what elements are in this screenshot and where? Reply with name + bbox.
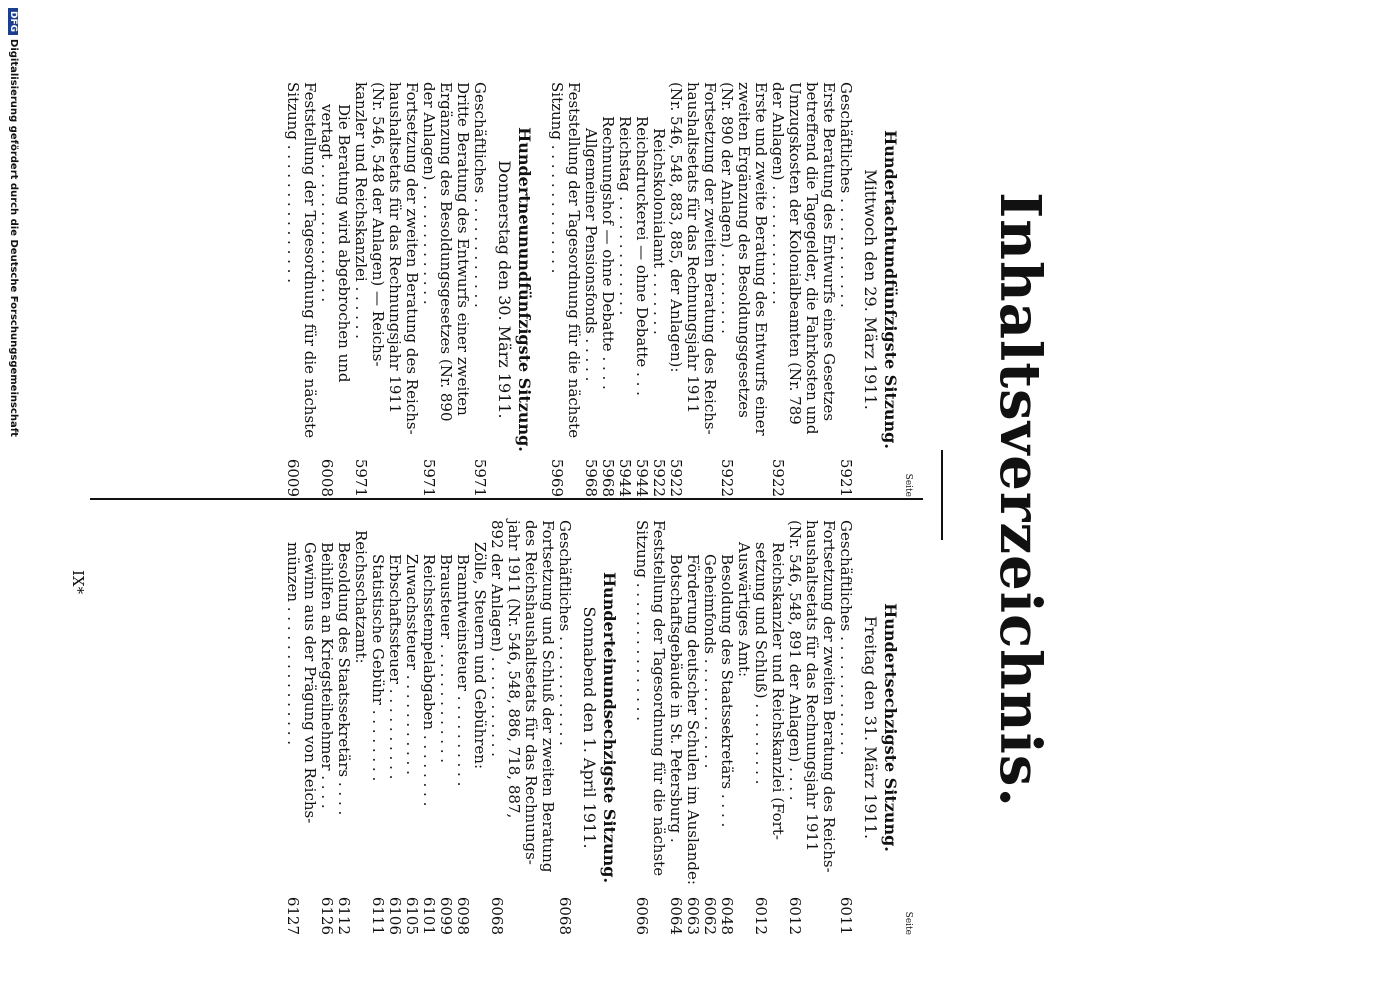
- seite-label: Seite: [903, 911, 913, 935]
- toc-entry-text: [735, 520, 752, 891]
- toc-page-number: 6101: [420, 896, 438, 935]
- toc-entry-text: [318, 520, 335, 891]
- toc-entry-text: [471, 520, 488, 891]
- toc-entry-line: des Reichshaushaltsetats für das Rechnungs-: [522, 520, 540, 865]
- toc-entry-text: [420, 82, 471, 453]
- toc-entry: [837, 520, 854, 935]
- toc-entry-line: Besoldung des Staatssekretärs . . . .: [335, 542, 353, 816]
- toc-entry-line: münzen . . . . . . . . . . . . . . .: [284, 542, 302, 746]
- toc-entry: [352, 82, 420, 497]
- toc-entry: [582, 82, 599, 497]
- toc-entry-line: (Nr. 546, 548 der Anlagen) — Reichs-: [369, 82, 387, 367]
- toc-entry: [352, 520, 369, 935]
- toc-entry: [735, 520, 752, 935]
- toc-page-number: 5971: [420, 458, 438, 497]
- toc-page-number: 6064: [667, 896, 685, 935]
- page-title: Inhaltsverzeichnis.: [987, 192, 1053, 808]
- toc-page-number: 6105: [403, 896, 421, 935]
- toc-entry: [403, 520, 420, 935]
- left-column: [270, 82, 913, 497]
- toc-entry-line: (Nr. 546, 548, 891 der Anlagen) . . . .: [786, 520, 804, 801]
- toc-entry-text: [352, 82, 420, 453]
- toc-entry-line: Erbschaftssteuer . . . . . . . . . .: [386, 554, 404, 780]
- toc-page-number: 6127: [284, 896, 302, 935]
- toc-entry: [471, 520, 488, 935]
- toc-entry-line: der Anlagen) . . . . . . . . . . . . .: [769, 82, 787, 305]
- toc-page-number: 5922: [769, 458, 787, 497]
- toc-entry: [667, 82, 718, 497]
- toc-entry-text: [335, 520, 352, 891]
- toc-entry-line: Die Beratung wird abgebrochen und: [335, 104, 353, 383]
- toc-entry: [284, 520, 318, 935]
- session: [284, 82, 534, 497]
- toc-entry: [420, 82, 471, 497]
- toc-entry-line: Botschaftsgebäude in St. Petersburg .: [667, 554, 685, 843]
- toc-entry: [786, 520, 837, 935]
- toc-entry-line: Feststellung der Tagesordnung für die nächste: [301, 82, 319, 439]
- toc-entry: [488, 520, 556, 935]
- toc-entry: [837, 82, 854, 497]
- toc-page-number: 5968: [582, 458, 600, 497]
- toc-entry-text: [454, 520, 471, 891]
- toc-entry-text: [599, 82, 616, 453]
- toc-entry: [335, 520, 352, 935]
- toc-entry-line: Umzugskosten der Kolonialbeamten (Nr. 789: [786, 82, 804, 425]
- toc-entry-line: Reichskolonialamt . . . . . . .: [650, 128, 668, 335]
- toc-page-number: 6112: [335, 896, 353, 935]
- toc-entry-text: [667, 520, 684, 891]
- toc-entry-line: Rechnungshof — ohne Debatte . . . .: [599, 116, 617, 390]
- toc-entry-line: Allgemeiner Pensionsfonds . . . . .: [582, 128, 600, 382]
- toc-entry-line: (Nr. 890 der Anlagen) . . . . . . . . .: [718, 82, 736, 334]
- session-title: Hundertachtundfünfzigste Sitzung.: [881, 130, 900, 449]
- toc-entry: [616, 82, 633, 497]
- session: [633, 520, 900, 935]
- session-title: Hunderteinundsechzigste Sitzung.: [600, 571, 619, 884]
- toc-entry-line: Reichsstempelabgaben . . . . . . . .: [420, 554, 438, 807]
- toc-entry: [420, 520, 437, 935]
- toc-entry-line: zweiten Ergänzung des Besoldungsgesetzes: [735, 82, 753, 418]
- toc-page-number: 5922: [718, 458, 736, 497]
- toc-entry: [633, 520, 667, 935]
- toc-entry: [684, 520, 701, 935]
- toc-entry-line: Brausteuer . . . . . . . . . . . . .: [437, 554, 455, 764]
- toc-entry-line: Branntweinsteuer . . . . . . . . . .: [454, 554, 472, 787]
- toc-page-number: 5922: [667, 458, 685, 497]
- toc-entry-text: [318, 82, 352, 453]
- session: [548, 82, 900, 497]
- toc-entry-text: [633, 520, 667, 891]
- toc-entry-text: [667, 82, 718, 453]
- session-date: Sonnabend den 1. April 1911.: [580, 606, 599, 849]
- toc-entry: [548, 82, 582, 497]
- toc-entry-text: [548, 82, 582, 453]
- toc-entry-line: Feststellung der Tagesordnung für die nächste: [650, 520, 668, 877]
- toc-entry-line: Reichskanzler und Reichskanzlei (Fort-: [769, 542, 787, 840]
- toc-page-number: 5944: [633, 458, 651, 497]
- toc-entry-line: Fortsetzung der zweiten Beratung des Reichs-: [701, 82, 719, 435]
- toc-page-number: 6012: [752, 896, 770, 935]
- toc-entry-line: 892 der Anlagen) . . . . . . . . . . .: [488, 520, 506, 757]
- toc-page-number: 6106: [386, 896, 404, 935]
- toc-page-number: 6012: [786, 896, 804, 935]
- toc-entry-line: der Anlagen) . . . . . . . . . . . . .: [420, 82, 438, 305]
- session-date: Freitag den 31. März 1911.: [861, 615, 880, 840]
- toc-entry-line: haushaltsetats für das Rechnungsjahr 1911: [684, 82, 702, 414]
- toc-entry-line: Auswärtiges Amt:: [735, 542, 753, 678]
- toc-entry-line: Sitzung . . . . . . . . . . . . . . .: [284, 82, 302, 283]
- toc-entry: [650, 82, 667, 497]
- session-title: Hundertneunundfünfzigste Sitzung.: [515, 127, 534, 452]
- toc-entry: [454, 520, 471, 935]
- toc-entry-text: [582, 82, 599, 453]
- toc-entry-line: Feststellung der Tagesordnung für die nächste: [565, 82, 583, 439]
- toc-entry-line: Zölle, Steuern und Gebühren:: [471, 542, 489, 770]
- toc-entry-line: haushaltsetats für das Rechnungsjahr 1911: [386, 82, 404, 414]
- toc-entry-line: setzung und Schluß) . . . . . . . . .: [752, 542, 770, 785]
- toc-page-number: 5968: [599, 458, 617, 497]
- toc-entry-text: [684, 520, 701, 891]
- toc-entry-line: Förderung deutscher Schulen im Auslande:: [684, 554, 702, 885]
- dfg-credit: [8, 8, 19, 968]
- session-date: Donnerstag den 30. März 1911.: [495, 160, 514, 419]
- toc-page-number: 6126: [318, 896, 336, 935]
- toc-entry-text: [284, 82, 318, 453]
- toc-entry-line: Geschäftliches . . . . . . . . . . . .: [471, 82, 489, 308]
- toc-entry-text: [752, 520, 786, 891]
- toc-entry-line: Ergänzung des Besoldungsgesetzes (Nr. 890: [437, 82, 455, 422]
- toc-page-number: 6008: [318, 458, 336, 497]
- toc-entry-text: [386, 520, 403, 891]
- toc-entry-line: Besoldung des Staatssekretärs . . . .: [718, 554, 736, 828]
- toc-page-number: 5921: [837, 458, 855, 497]
- toc-entry-line: vertagt . . . . . . . . . . . . . . .: [318, 104, 336, 303]
- toc-entry: [769, 82, 837, 497]
- toc-page-number: 6062: [701, 896, 719, 935]
- toc-page-number: 6068: [488, 896, 506, 935]
- toc-entry-line: Fortsetzung und Schluß der zweiten Beratung: [539, 520, 557, 873]
- toc-entry-text: [556, 520, 573, 891]
- toc-entry-line: haushaltsetats für das Rechnungsjahr 1911: [803, 520, 821, 852]
- toc-entry-text: [769, 82, 837, 453]
- toc-page-number: 5971: [352, 458, 370, 497]
- toc-entry-text: [420, 520, 437, 891]
- toc-page-number: 6009: [284, 458, 302, 497]
- toc-entry-text: [488, 520, 556, 891]
- toc-entry: [633, 82, 650, 497]
- toc-page-number: 6063: [684, 896, 702, 935]
- toc-entry: [318, 82, 352, 497]
- toc-entry-text: [701, 520, 718, 891]
- toc-page-number: 5922: [650, 458, 668, 497]
- toc-entry-text: [352, 520, 369, 891]
- toc-entry-line: Sitzung . . . . . . . . . . . . . . .: [633, 520, 651, 721]
- right-column: [270, 520, 913, 935]
- toc-entry-line: Geschäftliches . . . . . . . . . . . .: [556, 520, 574, 746]
- seite-label: Seite: [903, 473, 913, 497]
- toc-entry-line: Zuwachssteuer . . . . . . . . . . .: [403, 554, 421, 775]
- toc-entry-text: [284, 520, 318, 891]
- toc-page-number: 6048: [718, 896, 736, 935]
- toc-entry: [701, 520, 718, 935]
- toc-entry-text: [471, 82, 488, 453]
- toc-entry: [318, 520, 335, 935]
- toc-entry-line: Erste und zweite Beratung des Entwurfs einer: [752, 82, 770, 436]
- toc-entry-text: [616, 82, 633, 453]
- toc-entry-line: betreffend die Tagegelder, die Fahrkosten und: [803, 82, 821, 435]
- toc-entry-text: [718, 82, 769, 453]
- toc-entry-text: [403, 520, 420, 891]
- toc-entry-line: kanzler und Reichskanzlei . . . . . .: [352, 82, 370, 339]
- toc-entry-text: [837, 520, 854, 891]
- toc-entry: [471, 82, 488, 497]
- column-divider: [90, 498, 923, 500]
- toc-entry: [718, 520, 735, 935]
- toc-page-number: 6098: [454, 896, 472, 935]
- toc-entry: [599, 82, 616, 497]
- session-date: Mittwoch den 29. März 1911.: [861, 169, 880, 410]
- toc-entry-text: [650, 82, 667, 453]
- toc-entry-line: Geschäftliches . . . . . . . . . . . .: [837, 82, 855, 308]
- title-rule: [941, 450, 943, 540]
- toc-entry-line: Reichsdruckerei — ohne Debatte . . .: [633, 116, 651, 396]
- session-title: Hundertsechzigste Sitzung.: [881, 603, 900, 852]
- toc-entry-text: [837, 82, 854, 453]
- dfg-logo: DFG: [8, 8, 18, 35]
- toc-entry-line: Gewinn aus der Prägung von Reichs-: [301, 542, 319, 824]
- toc-entry: [752, 520, 786, 935]
- toc-entry-line: Erste Beratung des Entwurfs eines Gesetzes: [820, 82, 838, 422]
- toc-entry-line: Fortsetzung der zweiten Beratung des Reichs-: [820, 520, 838, 873]
- toc-page-number: 6011: [837, 896, 855, 935]
- toc-entry-line: Statistische Gebühr . . . . . . . .: [369, 554, 387, 782]
- toc-entry-line: Dritte Beratung des Entwurfs einer zweiten: [454, 82, 472, 416]
- dfg-credit-text: Digitalisierung gefördert durch die Deutsche Forschungsgemeinschaft: [8, 39, 19, 437]
- toc-page-number: 5944: [616, 458, 634, 497]
- toc-entry-text: [786, 520, 837, 891]
- toc-page-number: 6099: [437, 896, 455, 935]
- toc-entry: [284, 82, 318, 497]
- toc-entry: [386, 520, 403, 935]
- toc-page-number: 5969: [548, 458, 566, 497]
- toc-entry: [556, 520, 573, 935]
- toc-entry: [369, 520, 386, 935]
- session: [284, 520, 619, 935]
- toc-entry-line: Geheimfonds . . . . . . . . . . . .: [701, 554, 719, 769]
- toc-entry-text: [437, 520, 454, 891]
- toc-entry-line: Geschäftliches . . . . . . . . . . . . .: [837, 520, 855, 756]
- toc-entry-line: Sitzung . . . . . . . . . . . . . .: [548, 82, 566, 274]
- toc-entry-line: Reichsschatzamt:: [352, 530, 370, 664]
- toc-entry-text: [718, 520, 735, 891]
- toc-entry-line: Reichstag . . . . . . . . . . . . .: [616, 116, 634, 316]
- page-folio: IX*: [69, 570, 87, 595]
- toc-entry: [718, 82, 769, 497]
- toc-page-number: 6111: [369, 896, 387, 935]
- toc-entry: [667, 520, 684, 935]
- toc-entry-text: [369, 520, 386, 891]
- toc-entry: [437, 520, 454, 935]
- toc-page-number: 5971: [471, 458, 489, 497]
- toc-entry-line: jahr 1911 (Nr. 546, 548, 886, 718, 887,: [505, 520, 523, 819]
- toc-page-number: 6066: [633, 896, 651, 935]
- toc-entry-text: [633, 82, 650, 453]
- toc-page-number: 6068: [556, 896, 574, 935]
- toc-entry-line: Fortsetzung der zweiten Beratung des Reichs-: [403, 82, 421, 435]
- toc-entry-line: Beihilfen an Kriegsteilnehmer . . . .: [318, 542, 336, 809]
- toc-entry-line: (Nr. 546, 548, 883, 885, der Anlagen):: [667, 82, 685, 373]
